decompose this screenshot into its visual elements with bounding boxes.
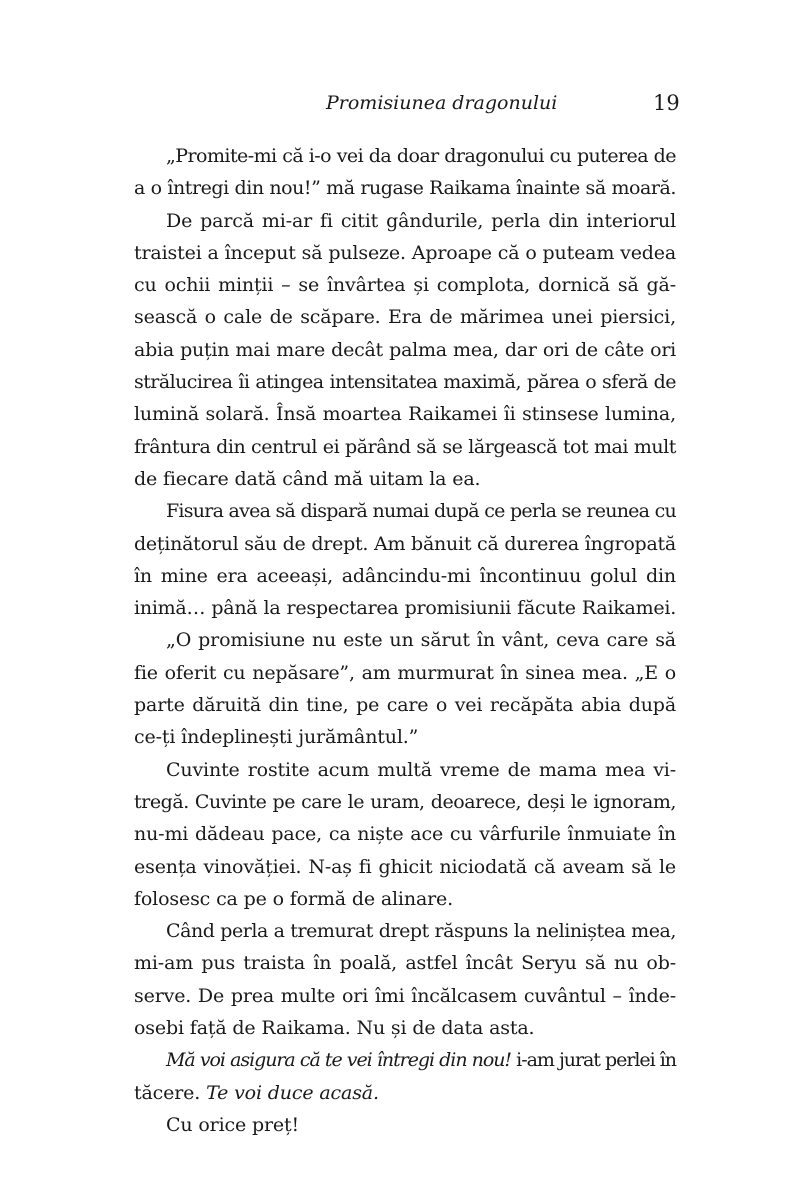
text-line: frântura din centrul ei părând să se lărgească tot mai mult [134,435,676,458]
page-header [0,88,800,118]
text-line: traistei a început să pulseze. Aproape că o puteam vedea [134,241,677,264]
italic-oath: Mă voi asigura că te vei întregi din nou! [166,1049,512,1072]
oath-continuation: i-am jurat perlei în [511,1049,676,1072]
text-line: sească o cale de scăpare. Era de mărimea unei piersici, [134,306,676,329]
text-line: ce-ți îndeplinești jurământul.” [134,726,419,749]
text-line: a o întregi din nou!” mă rugase Raikama înainte să moară. [134,177,676,200]
text-line-italic-oath [134,1044,676,1076]
final-line: Cu orice preț! [166,1113,299,1136]
text-line: strălucirea îi atingea intensitatea maximă, părea o sferă de [134,371,676,394]
running-title: Promisiunea dragonului [326,92,558,114]
text-line: în mine era aceeași, adâncindu-mi încontinuu golul din [134,564,676,587]
body-text [134,140,676,1141]
text-line: Când perla a tremurat drept răspuns la neliniștea mea, [166,920,676,943]
text-line: „O promisiune nu este un sărut în vânt, ceva care să [166,629,676,652]
text-line: Fisura avea să dispară numai după ce perla se reunea cu [166,500,676,523]
text-line: Cuvinte rostite acum multă vreme de mama mea vi- [166,758,676,781]
text-line: deținătorul său de drept. Am bănuit că durerea îngropată [134,532,676,555]
page-number: 19 [653,91,680,115]
text-line: serve. De prea multe ori îmi încălcasem cuvântul – înde- [134,984,676,1007]
text-line: fie oferit cu nepăsare”, am murmurat în sinea mea. „E o [134,661,676,684]
text-line: folosesc ca pe o formă de alinare. [134,887,454,910]
text-line: De parcă mi-ar fi citit gândurile, perla din interiorul [166,209,676,232]
text-line: inimă… până la respectarea promisiunii făcute Raikamei. [134,597,676,620]
text-line: esența vinovăției. N-aș fi ghicit niciodată că aveam să le [134,855,676,878]
text-line: tregă. Cuvinte pe care le uram, deoarece, deși le ignoram, [134,790,676,813]
italic-home: Te voi duce acasă. [206,1081,379,1104]
text-line: „Promite-mi că i-o vei da doar dragonului cu puterea de [166,145,676,167]
text-line: cu ochii minții – se învârtea și complota, dornică să gă- [134,274,676,297]
text-line: de fiecare dată când mă uitam la ea. [134,467,481,490]
text-line: parte dăruită din tine, pe care o vei recăpăta abia după [134,694,676,717]
text-line: osebi față de Raikama. Nu și de data asta. [134,1017,535,1040]
text-line: abia puțin mai mare decât palma mea, dar ori de câte ori [134,338,676,361]
silence-text: tăcere. [134,1081,207,1104]
text-line: nu-mi dădeau pace, ca niște ace cu vârfurile înmuiate în [134,823,676,846]
text-line-italic-home [134,1077,676,1109]
text-line: lumină solară. Însă moartea Raikamei îi stinsese lumina, [134,403,676,426]
text-line: mi-am pus traista în poală, astfel încât Seryu să nu ob- [134,952,676,975]
